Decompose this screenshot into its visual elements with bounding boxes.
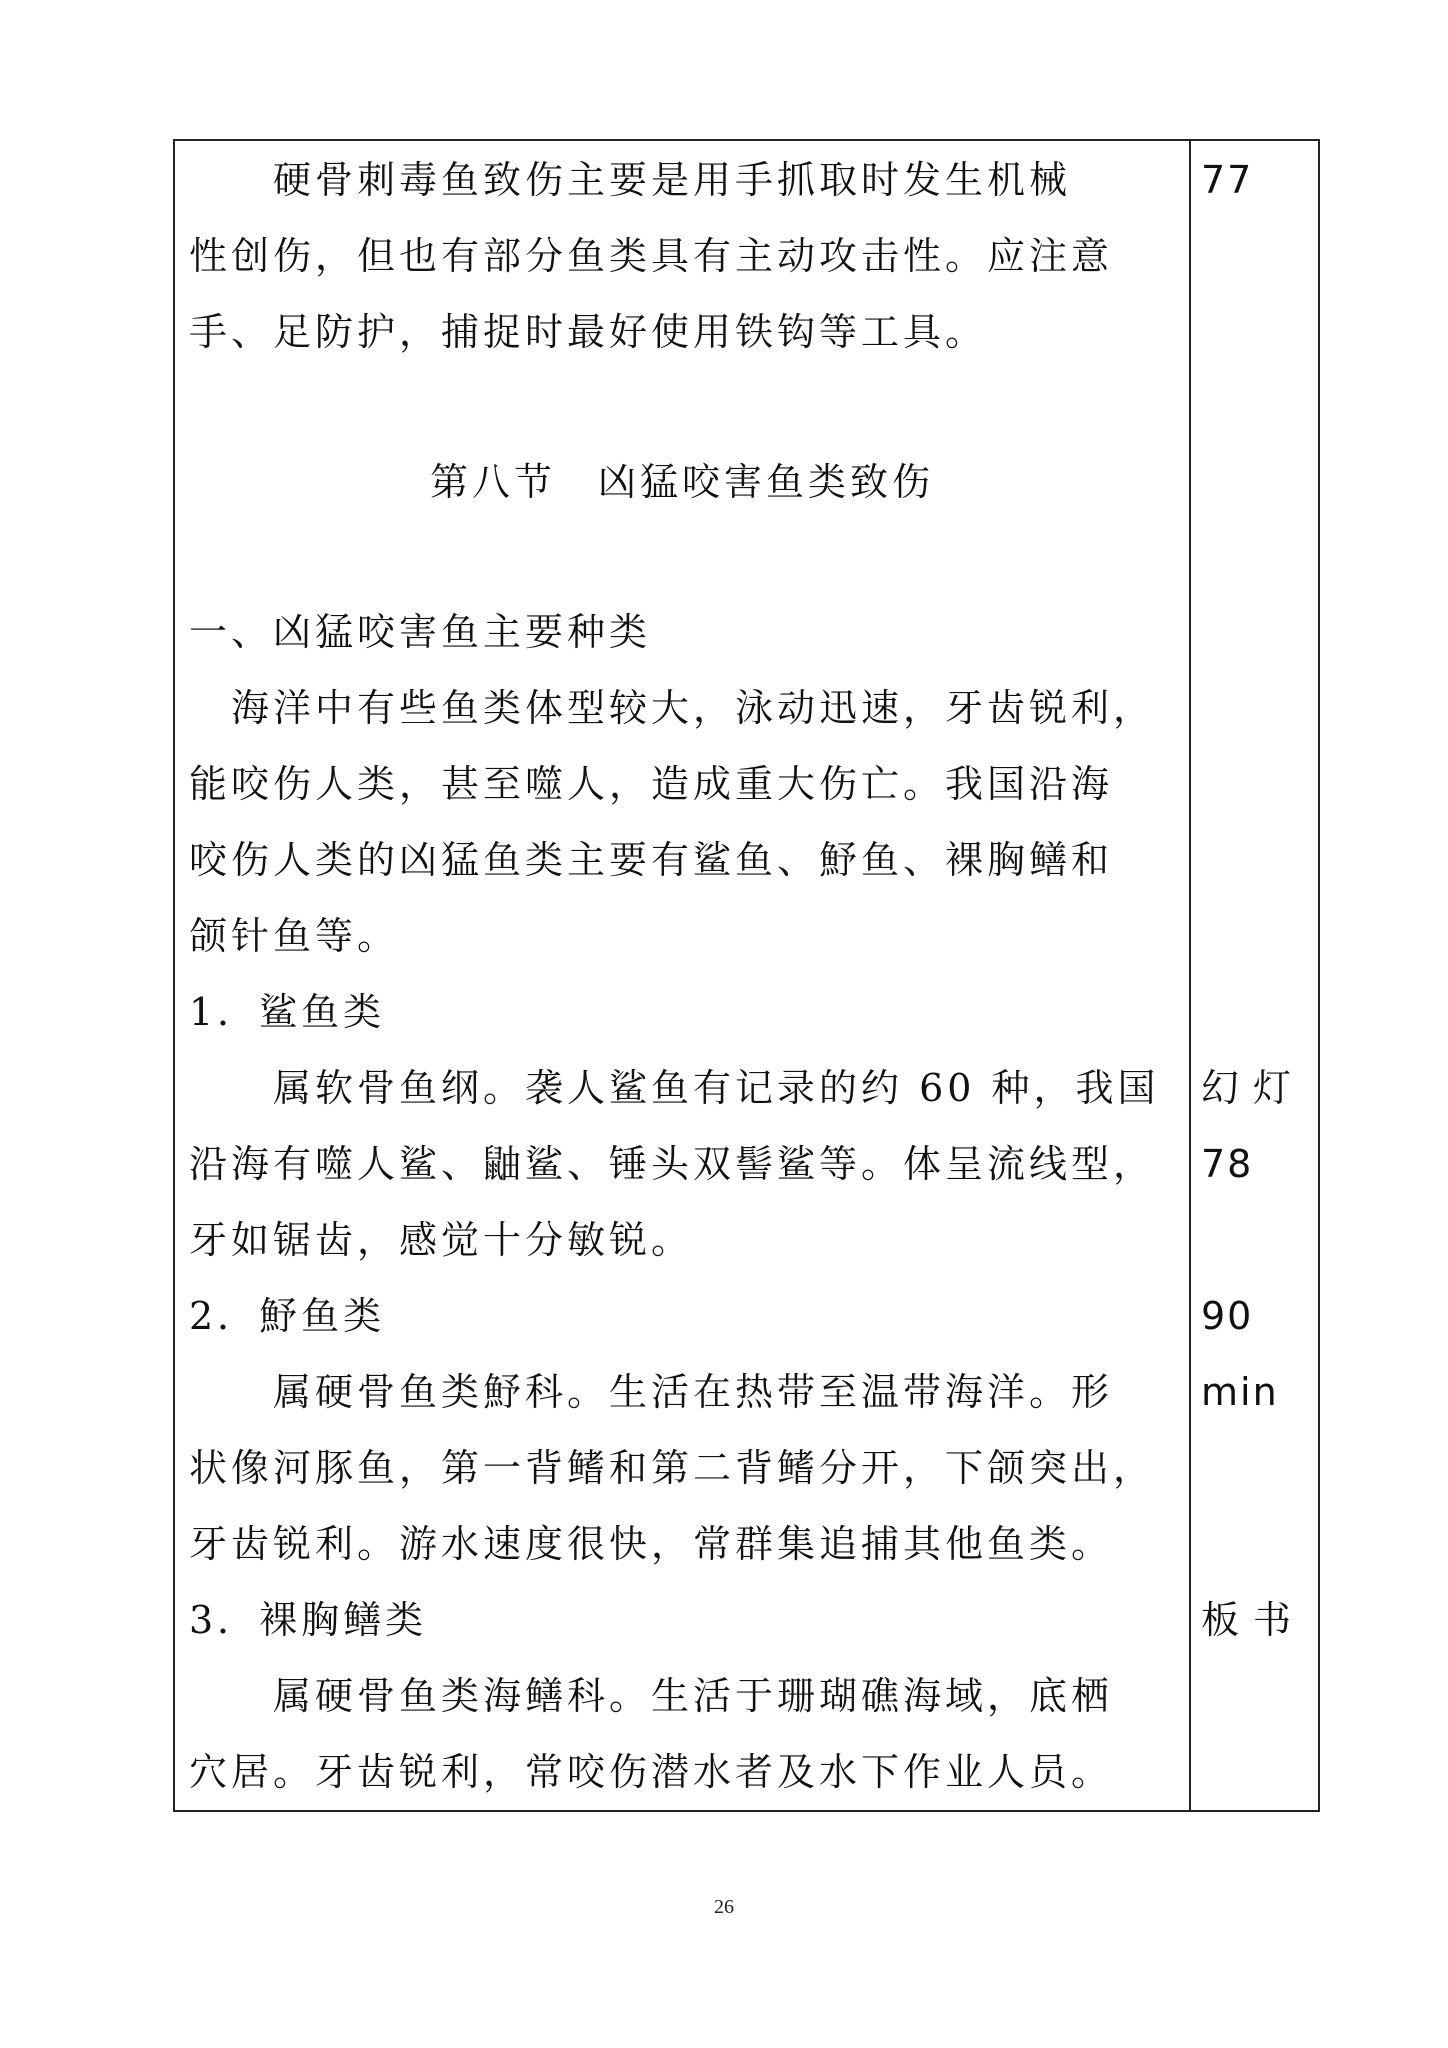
notes-column bbox=[1191, 141, 1320, 1810]
paragraph-line: 穴居。牙齿锐利，常咬伤潜水者及水下作业人员。 bbox=[189, 1750, 1114, 1794]
page-reference: 77 bbox=[1201, 158, 1254, 202]
paragraph-line: 属软骨鱼纲。袭人鲨鱼有记录的约 60 种，我国 bbox=[189, 1066, 1160, 1110]
paragraph-line: 牙如锯齿，感觉十分敏锐。 bbox=[189, 1218, 694, 1262]
paragraph-line: 颌针鱼等。 bbox=[189, 914, 400, 958]
lesson-table bbox=[173, 139, 1320, 1812]
content-column bbox=[175, 141, 1189, 1810]
paragraph-line: 牙齿锐利。游水速度很快，常群集追捕其他鱼类。 bbox=[189, 1522, 1114, 1566]
paragraph-line: 属硬骨鱼类海鳝科。生活于珊瑚礁海域，底栖 bbox=[189, 1674, 1114, 1718]
paragraph-line: 能咬伤人类，甚至噬人，造成重大伤亡。我国沿海 bbox=[189, 762, 1114, 806]
paragraph-line: 咬伤人类的凶猛鱼类主要有鲨鱼、魣鱼、裸胸鳝和 bbox=[189, 838, 1114, 882]
duration-unit: min bbox=[1201, 1370, 1279, 1414]
section-title: 第八节 凶猛咬害鱼类致伤 bbox=[429, 460, 934, 504]
subheading: 1．鲨鱼类 bbox=[189, 990, 386, 1034]
teaching-method: 板书 bbox=[1201, 1598, 1306, 1642]
heading: 一、凶猛咬害鱼主要种类 bbox=[189, 610, 652, 654]
paragraph-line: 沿海有噬人鲨、鼬鲨、锤头双髻鲨等。体呈流线型， bbox=[189, 1142, 1156, 1186]
page-number: 26 bbox=[714, 1896, 734, 1918]
page-reference: 78 bbox=[1201, 1142, 1254, 1186]
paragraph-line: 海洋中有些鱼类体型较大，泳动迅速，牙齿锐利， bbox=[189, 686, 1156, 730]
subheading: 2．魣鱼类 bbox=[189, 1294, 386, 1338]
teaching-method: 幻灯 bbox=[1201, 1066, 1306, 1110]
paragraph-line: 性创伤，但也有部分鱼类具有主动攻击性。应注意 bbox=[189, 234, 1114, 278]
paragraph-line: 手、足防护，捕捉时最好使用铁钩等工具。 bbox=[189, 310, 988, 354]
duration-value: 90 bbox=[1201, 1294, 1254, 1338]
paragraph-line: 硬骨刺毒鱼致伤主要是用手抓取时发生机械 bbox=[189, 158, 1072, 202]
paragraph-line: 状像河豚鱼，第一背鳍和第二背鳍分开，下颌突出， bbox=[189, 1446, 1156, 1490]
paragraph-line: 属硬骨鱼类魣科。生活在热带至温带海洋。形 bbox=[189, 1370, 1114, 1414]
subheading: 3．裸胸鳝类 bbox=[189, 1598, 428, 1642]
